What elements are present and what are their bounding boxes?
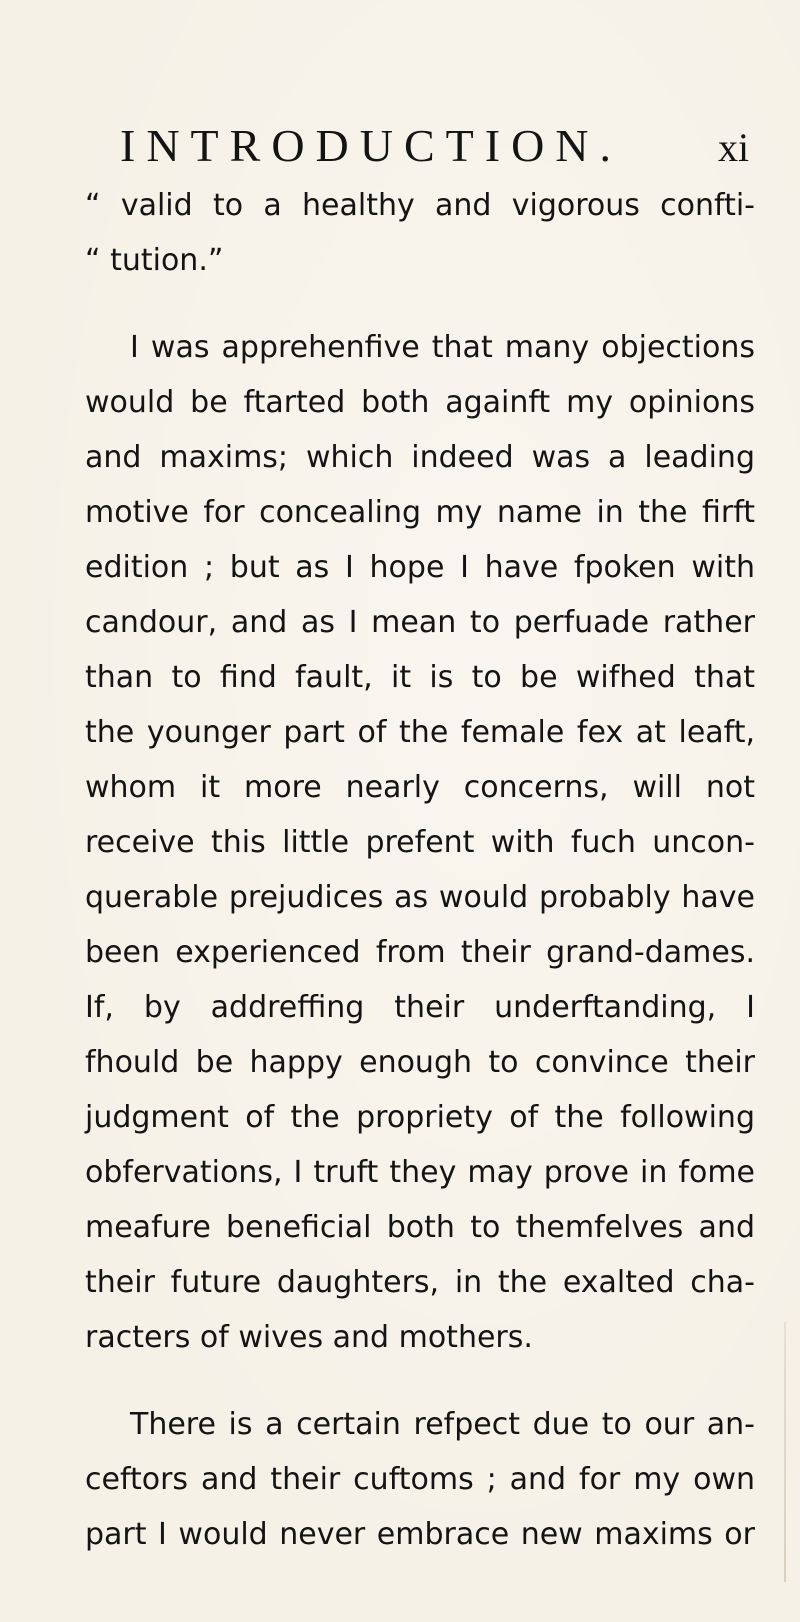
text-line: their future daughters, in the exalted cha- (85, 1265, 755, 1300)
text-line: I was apprehenfive that many objections (130, 330, 755, 365)
paragraph-objections (85, 320, 755, 1365)
page-header (0, 118, 800, 178)
body-text (85, 178, 755, 1562)
text-line: “ valid to a healthy and vigorous confti- (85, 188, 755, 223)
text-line: fhould be happy enough to convince their (85, 1045, 755, 1080)
text-line: candour, and as I mean to perfuade rather (85, 605, 755, 640)
text-line: and maxims; which indeed was a leading (85, 440, 755, 475)
text-line: receive this little prefent with fuch uncon- (85, 825, 755, 860)
text-line: obfervations, I truft they may prove in fome (85, 1155, 755, 1190)
text-line: whom it more nearly concerns, will not (85, 770, 755, 805)
text-line: than to find fault, it is to be wifhed that (85, 660, 755, 695)
page-number: xi (718, 125, 750, 170)
paragraph-ancestors (85, 1397, 755, 1562)
text-line: been experienced from their grand-dames. (85, 935, 755, 970)
text-line: ceftors and their cuftoms ; and for my own (85, 1462, 755, 1497)
text-line: If, by addreffing their underftanding, I (85, 990, 755, 1025)
text-line: meafure beneficial both to themfelves and (85, 1210, 755, 1245)
text-line: edition ; but as I hope I have fpoken with (85, 550, 755, 585)
running-title: INTRODUCTION. (120, 120, 623, 171)
text-line: There is a certain refpect due to our an- (130, 1407, 755, 1442)
text-line: judgment of the propriety of the following (85, 1100, 755, 1135)
text-line: would be ftarted both againft my opinions (85, 385, 755, 420)
paragraph-quote-end (85, 178, 755, 288)
text-line: racters of wives and mothers. (85, 1320, 533, 1355)
text-line: the younger part of the female fex at leaft, (85, 715, 755, 750)
text-line: motive for concealing my name in the firft (85, 495, 755, 530)
paragraph-gap (85, 288, 755, 320)
paragraph-gap (85, 1365, 755, 1397)
page-edge-mark (784, 1322, 786, 1582)
text-line: querable prejudices as would probably have (85, 880, 755, 915)
text-line: “ tution.” (85, 243, 224, 278)
text-line: part I would never embrace new maxims or (85, 1517, 755, 1552)
